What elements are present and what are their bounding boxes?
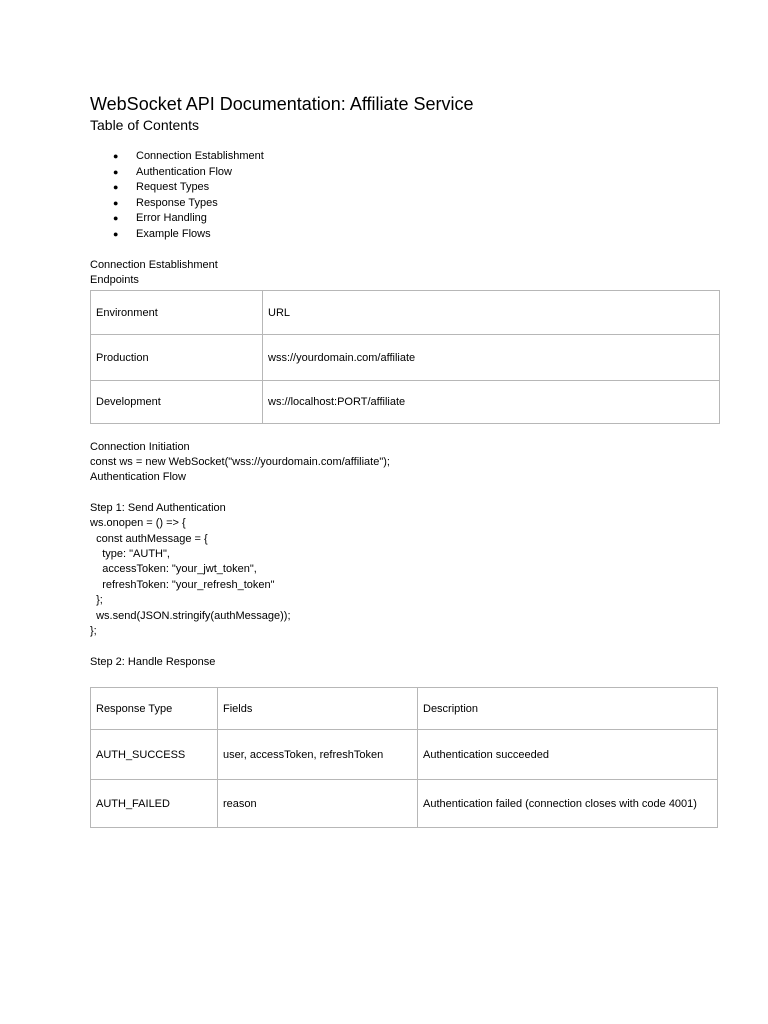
code-line: ws.onopen = () => {: [90, 517, 186, 529]
response-types-table: [90, 687, 718, 828]
bullet-icon: ●: [113, 213, 119, 224]
table-header-cell: URL: [263, 291, 720, 335]
code-line: };: [90, 594, 103, 606]
code-line: accessToken: "your_jwt_token",: [90, 563, 257, 575]
toc-heading: Table of Contents: [90, 117, 199, 133]
document-title: WebSocket API Documentation: Affiliate Service: [90, 94, 474, 114]
bullet-icon: ●: [113, 197, 119, 208]
toc-item: [90, 211, 264, 227]
table-cell: reason: [218, 780, 418, 828]
code-line: };: [90, 625, 97, 637]
table-cell: ws://localhost:PORT/affiliate: [263, 381, 720, 424]
subsection-heading-endpoints: Endpoints: [90, 274, 139, 286]
toc-list: [90, 149, 264, 243]
section-heading-auth-flow: Authentication Flow: [90, 471, 186, 483]
bullet-icon: ●: [113, 182, 119, 193]
toc-item-label: Authentication Flow: [136, 165, 232, 178]
toc-item: [90, 149, 264, 165]
table-row: [91, 730, 718, 780]
table-header-cell: Response Type: [91, 688, 218, 730]
toc-item: [90, 227, 264, 243]
table-cell: user, accessToken, refreshToken: [218, 730, 418, 780]
section-heading-connection: Connection Establishment: [90, 259, 218, 271]
table-cell: wss://yourdomain.com/affiliate: [263, 335, 720, 381]
bullet-icon: ●: [113, 166, 119, 177]
toc-item-label: Response Types: [136, 196, 218, 209]
toc-item: [90, 180, 264, 196]
toc-item: [90, 196, 264, 212]
code-line: const authMessage = {: [90, 533, 208, 545]
table-cell: Production: [91, 335, 263, 381]
table-header-cell: Environment: [91, 291, 263, 335]
table-cell: Authentication failed (connection closes with code 4001): [418, 780, 718, 828]
step2-heading: Step 2: Handle Response: [90, 656, 216, 668]
toc-item-label: Example Flows: [136, 227, 211, 240]
toc-item: [90, 165, 264, 181]
code-line: const ws = new WebSocket("wss://yourdomain.com/affiliate");: [90, 456, 390, 468]
table-cell: AUTH_SUCCESS: [91, 730, 218, 780]
bullet-icon: ●: [113, 151, 119, 161]
toc-item-label: Request Types: [136, 181, 210, 194]
step1-heading: Step 1: Send Authentication: [90, 502, 226, 514]
table-cell: Authentication succeeded: [418, 730, 718, 780]
code-line: type: "AUTH",: [90, 548, 170, 560]
bullet-icon: ●: [113, 228, 119, 239]
table-header-cell: Fields: [218, 688, 418, 730]
table-row: [91, 335, 720, 381]
toc-item-label: Error Handling: [136, 212, 207, 225]
table-header-cell: Description: [418, 688, 718, 730]
table-cell: AUTH_FAILED: [91, 780, 218, 828]
table-row: [91, 381, 720, 424]
table-header-row: [91, 291, 720, 335]
endpoints-table: [90, 290, 720, 424]
toc-item-label: Connection Establishment: [136, 150, 264, 162]
subsection-heading-connection-initiation: Connection Initiation: [90, 441, 190, 453]
table-cell: Development: [91, 381, 263, 424]
code-line: refreshToken: "your_refresh_token": [90, 579, 275, 591]
code-line: ws.send(JSON.stringify(authMessage));: [90, 610, 291, 622]
table-header-row: [91, 688, 718, 730]
table-row: [91, 780, 718, 828]
